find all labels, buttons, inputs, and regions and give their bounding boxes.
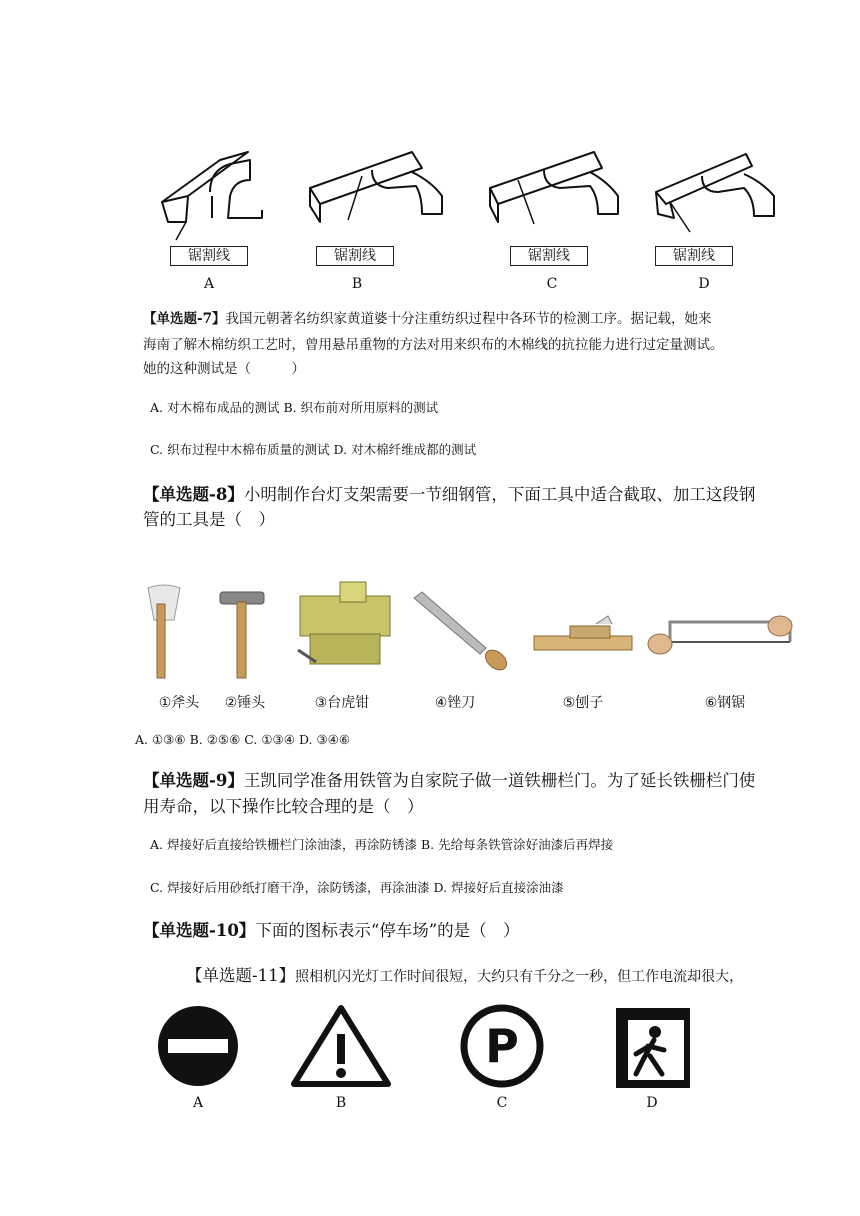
plane-icon <box>534 616 632 650</box>
question-7-options-cd: C. 织布过程中木棉布质量的测试 D. 对木棉纤维成都的测试 <box>150 442 477 457</box>
tool-label-hammer: ②锤头 <box>224 695 266 711</box>
parking-sign-letter: P <box>485 1019 519 1073</box>
joint-figure-d <box>656 154 774 232</box>
question-11-line-1: 照相机闪光灯工作时间很短，大约只有千分之一秒，但工作电流却很大， <box>295 969 744 985</box>
saw-figure-letter-b: B <box>351 276 363 292</box>
saw-line-label-b: 锯割线 <box>316 246 394 266</box>
saw-figure-letter-c: C <box>546 276 558 292</box>
question-7-head: 【单选题-7】 <box>143 311 226 327</box>
sign-drawings <box>150 1000 710 1095</box>
saw-line-label-c: 锯割线 <box>510 246 588 266</box>
joint-figure-a <box>162 152 262 240</box>
tool-label-hacksaw: ⑥钢锯 <box>704 695 746 711</box>
question-10-head: 【单选题-10】 <box>143 921 256 940</box>
question-9-head: 【单选题-9】 <box>143 771 244 790</box>
exit-sign-icon <box>616 1008 690 1088</box>
question-10-line-1: 下面的图标表示“停车场”的是（ ） <box>255 921 520 940</box>
question-9-line-1: 王凯同学准备用铁管为自家院子做一道铁栅栏门。为了延长铁栅栏门使 <box>243 771 756 790</box>
saw-figure-letter-d: D <box>698 276 710 292</box>
question-9-options-ab: A. 焊接好后直接给铁栅栏门涂油漆，再涂防锈漆 B. 先给每条铁管涂好油漆后再焊接 <box>150 837 614 852</box>
tool-label-vice: ③台虎钳 <box>314 695 370 711</box>
tool-label-plane: ⑤刨子 <box>562 695 604 711</box>
tool-label-axe: ①斧头 <box>158 695 200 711</box>
axe-icon <box>148 585 180 678</box>
question-7-options-ab: A. 对木棉布成品的测试 B. 织布前对所用原料的测试 <box>150 400 439 415</box>
question-7-line-3: 她的这种测试是（ ） <box>143 361 305 377</box>
question-8-head: 【单选题-8】 <box>143 485 244 504</box>
tool-pictures <box>140 578 810 688</box>
saw-figure-letter-a: A <box>203 276 215 292</box>
file-icon <box>414 592 510 674</box>
sign-letter-d: D <box>646 1095 658 1111</box>
parking-sign-icon <box>464 1008 540 1084</box>
question-9-line-2: 用寿命，以下操作比较合理的是（ ） <box>143 797 424 816</box>
question-7-line-2: 海南了解木棉纺织工艺时，曾用悬吊重物的方法对用来织布的木棉线的抗拉能力进行过定量测试。 <box>143 337 724 353</box>
question-8-line-2: 管的工具是（ ） <box>143 510 275 529</box>
question-7-line-1: 我国元朝著名纺织家黄道婆十分注重纺织过程中各环节的检测工序。据记载，她来 <box>225 311 712 327</box>
question-8-line-1: 小明制作台灯支架需要一节细钢管，下面工具中适合截取、加工这段钢 <box>243 485 756 504</box>
joint-figure-c <box>490 152 618 224</box>
question-8-options: A. ①③⑥ B. ②⑤⑥ C. ①③④ D. ③④⑥ <box>135 732 351 747</box>
sign-letter-a: A <box>192 1095 204 1111</box>
hammer-icon <box>220 592 264 678</box>
hacksaw-icon <box>648 616 792 654</box>
saw-line-label-d: 锯割线 <box>655 246 733 266</box>
warning-sign-icon <box>294 1008 388 1084</box>
saw-line-label-a: 锯割线 <box>170 246 248 266</box>
no-entry-sign-icon <box>158 1006 238 1086</box>
bench-vice-icon <box>298 582 390 664</box>
question-11-head: 【单选题-11】 <box>186 966 296 985</box>
sign-letter-b: B <box>335 1095 347 1111</box>
tool-label-file: ④锉刀 <box>434 695 476 711</box>
joint-figure-b <box>310 152 442 222</box>
question-9-options-cd: C. 焊接好后用砂纸打磨干净，涂防锈漆，再涂油漆 D. 焊接好后直接涂油漆 <box>150 880 564 895</box>
sign-letter-c: C <box>496 1095 508 1111</box>
